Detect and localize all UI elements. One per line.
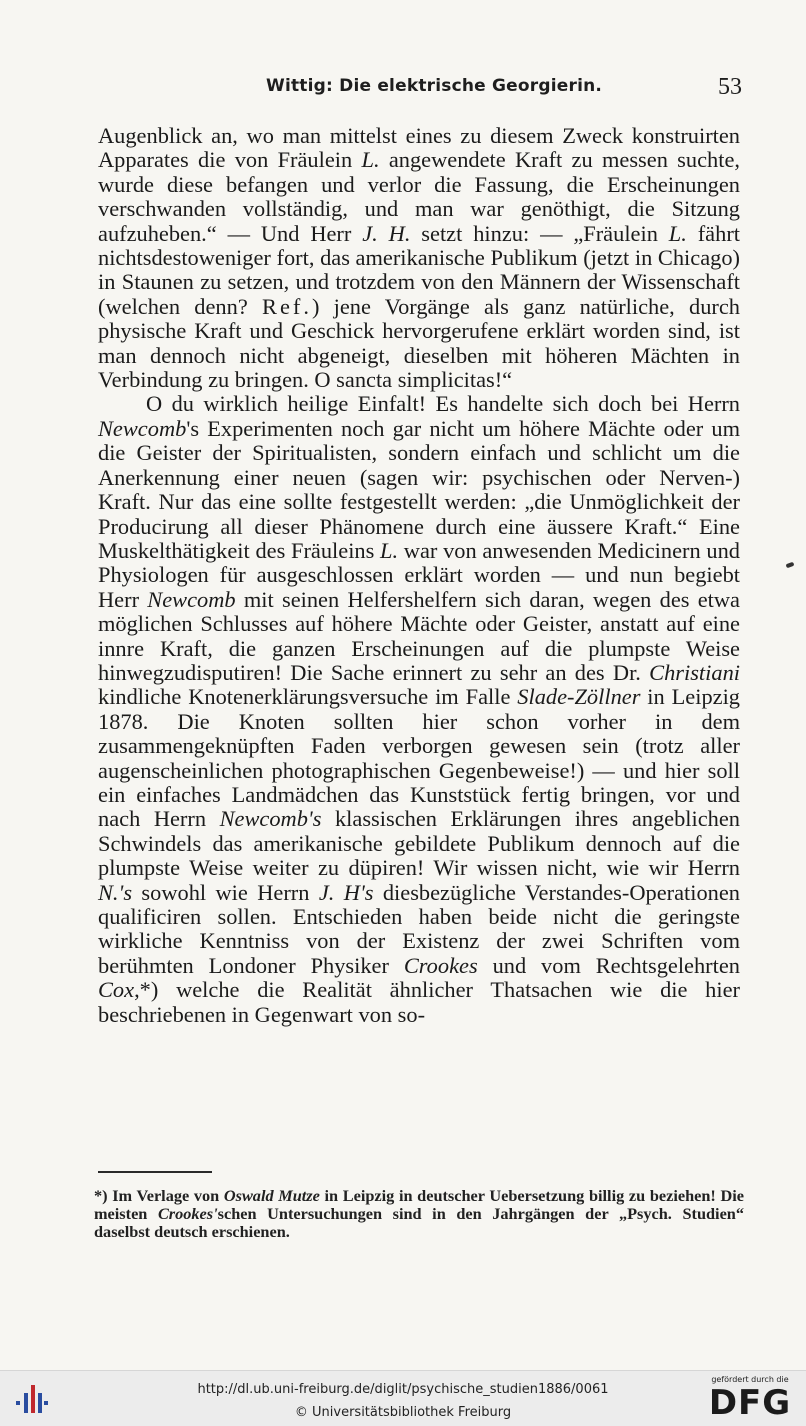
spaced-run: Ref. xyxy=(262,293,312,319)
italic-run: Crookes' xyxy=(157,1203,218,1223)
viewer-footer xyxy=(0,1370,806,1426)
text-run: fährt nichtsdestoweniger fort, das amerikanische Publikum (jetzt in Chicago) in Staunen zu setzen, und trotzdem von den Männern der Wissenschaft (welchen denn? xyxy=(98,220,740,319)
footnote xyxy=(94,1187,744,1240)
text-run: schen Untersuchungen sind in den Jahrgängen der „Psych. Studien“ daselbst deutsch erschienen. xyxy=(94,1203,744,1241)
italic-run: Newcomb xyxy=(98,415,187,441)
italic-run: Newcomb xyxy=(147,586,236,612)
text-run: setzt hinzu: — „Fräulein xyxy=(410,220,669,246)
footer-copyright: © Universitätsbibliothek Freiburg xyxy=(294,1405,512,1420)
page-number: 53 xyxy=(718,74,742,100)
body-text xyxy=(98,124,740,1027)
footnote-rule xyxy=(98,1171,212,1173)
text-run: *) Im Verlage von xyxy=(94,1186,224,1205)
dfg-logo-icon: DFG xyxy=(708,1383,792,1423)
text-run: war von anwesenden Medicinern und Physiologen für ausgeschlossen erklärt worden — und nun begiebt Herr xyxy=(98,537,740,612)
page-header xyxy=(98,74,744,104)
italic-run: L. xyxy=(668,220,687,246)
text-run: angewendete Kraft zu messen suchte, wurde diese befangen und verlor die Fassung, die Erscheinungen verschwanden vollständig, und man war genöthigt, die Sitzung aufzuheben.“ — Und Herr xyxy=(98,147,740,246)
running-title: Wittig: Die elektrische Georgierin. xyxy=(266,76,603,96)
italic-run: L. xyxy=(361,147,380,173)
italic-run: Oswald Mutze xyxy=(223,1186,320,1205)
text-run: ) jene Vorgänge als ganz natürliche, durch physische Kraft und Geschick hervorgerufene erklärt worden sind, ist man dennoch nicht abgeneigt, dieselben mit höheren Mächten in Verbindung zu bringen. O sancta simplicitas!“ xyxy=(98,293,740,393)
italic-run: L. xyxy=(380,537,399,563)
dfg-caption: gefördert durch die xyxy=(711,1375,789,1384)
italic-run: N.'s xyxy=(98,879,133,905)
margin-mark xyxy=(786,562,795,568)
text-run: sowohl wie Herrn xyxy=(132,879,319,905)
paragraph-2 xyxy=(98,392,740,1027)
italic-run: Cox xyxy=(98,977,135,1003)
text-run: Augenblick an, wo man mittelst eines zu diesem Zweck konstruirten Apparates die von Fräulein xyxy=(98,123,740,173)
paragraph-1 xyxy=(98,124,740,392)
italic-run: Crookes xyxy=(403,952,478,978)
italic-run: Christiani xyxy=(649,659,740,685)
text-run: in Leipzig in deutscher Uebersetzung billig zu beziehen! Die meisten xyxy=(94,1186,744,1223)
text-run: klassischen Erklärungen ihres angeblichen Schwindels das amerikanische gebildete Publikum dennoch auf die plumpste Weise weiter zu düpiren! Wir wissen nicht, wie wir Herrn xyxy=(98,806,740,881)
text-run: in Leipzig 1878. Die Knoten sollten hier schon vorher in dem zusammengeknüpften Faden verborgen gewesen sein (trotz aller augenscheinlichen photographischen Gegenbeweise!) — und hier soll ein einfaches Landmädchen das Kunststück fertig bringen, vor und nach Herrn xyxy=(98,684,741,832)
italic-run: J. H. xyxy=(362,220,411,246)
text-run: 's Experimenten noch gar nicht um höhere Mächte oder um die Geister der Spiritualisten, sondern einfach und schlicht um die Anerkennung einer neuen (sagen wir: psychischen oder Nerven-) Kraft. Nur das eine sollte festgestellt werden: „die Unmöglichkeit der Producirung all dieser Phänomene durch eine äussere Kraft.“ Eine Muskelthätigkeit des Fräuleins xyxy=(98,415,740,563)
text-run: und vom Rechtsgelehrten xyxy=(477,952,740,978)
italic-run: Newcomb's xyxy=(219,806,322,832)
text-run: mit seinen Helfershelfern sich daran, wegen des etwa möglichen Schlusses auf höhere Mächte oder Geister, anstatt auf eine innre Kraft, die ganzen Erscheinungen auf die plumpste Weise hinwegzudisputiren! Die Sache erinnert zu sehr an des Dr. xyxy=(98,586,741,685)
italic-run: Slade-Zöllner xyxy=(517,684,641,710)
text-run: O du wirklich heilige Einfalt! Es handelte sich doch bei Herrn xyxy=(146,391,740,417)
text-run: ,*) welche die Realität ähnlicher Thatsachen wie die hier beschriebenen in Gegenwart von so- xyxy=(98,977,740,1027)
footer-url-link[interactable]: http://dl.ub.uni-freiburg.de/diglit/psychische_studien1886/0061 xyxy=(197,1382,609,1397)
italic-run: J. H's xyxy=(318,879,374,905)
text-run: diesbezügliche Verstandes-Operationen qualificiren sollen. Entschieden haben beide nicht die geringste wirkliche Kenntniss von der Existenz der zwei Schriften vom berühmten Londoner Physiker xyxy=(98,879,740,978)
text-run: kindliche Knotenerklärungsversuche im Falle xyxy=(98,684,518,710)
